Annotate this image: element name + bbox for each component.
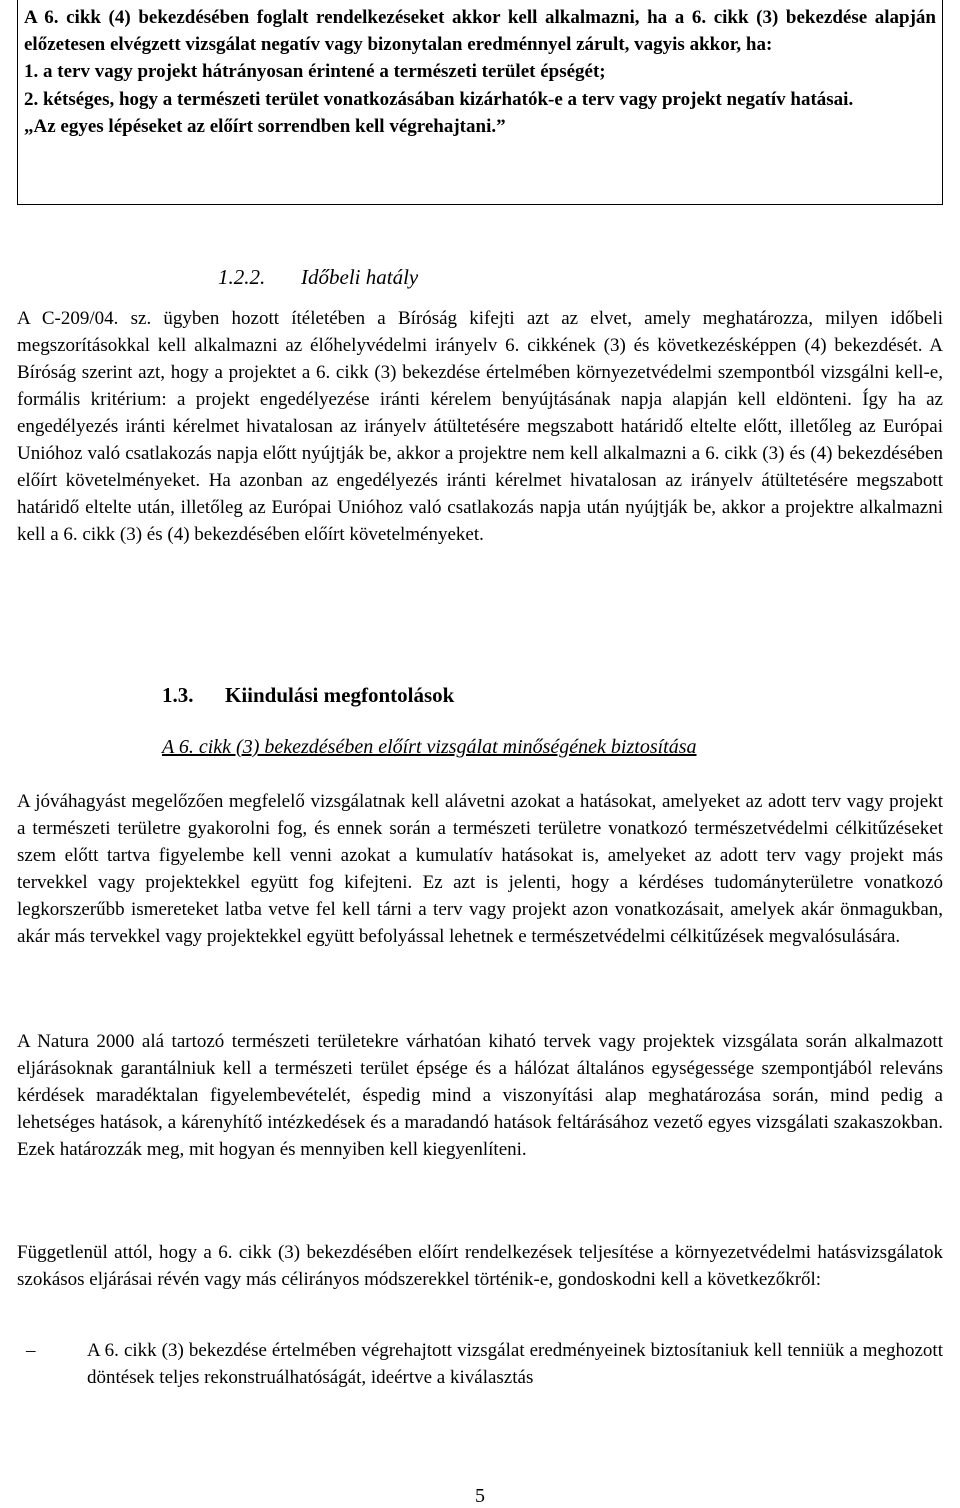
dash-icon: – (26, 1340, 36, 1361)
paragraph-assessment: A jóváhagyást megelőzően megfelelő vizsgálatnak kell alávetni azokat a hatásokat, amelyeket az adott terv vagy projekt a természeti területre gyakorolni fog, és ennek során a természeti területre vonatkozó természetvédelmi célkitűzéseket szem előtt tartva figyelembe kell venni azokat a kumulatív hatásokat is, amelyeket az adott terv vagy projekt más tervekkel vagy projektekkel együtt fog kifejteni. Ez azt is jelenti, hogy a kérdéses tudományterületre vonatkozó legkorszerűbb ismereteket latba vetve fel kell tárni a terv vagy projekt azon vonatkozásait, amelyek akár önmagukban, akár más tervekkel vagy projektekkel együtt befolyással lehetnek e természetvédelmi célkitűzések megvalósulására. (17, 791, 943, 947)
section-number-122: 1.2.2. (218, 265, 266, 289)
section-number-13: 1.3. (162, 683, 194, 707)
paragraph-temporal-scope: A C-209/04. sz. ügyben hozott ítéletében a Bíróság kifejti azt az elvet, amely meghatározza, milyen időbeli megszorításokkal kell alkalmazni az élőhelyvédelmi irányelv 6. cikkének (3) és következésképpen (4) bekezdését. A Bíróság szerint azt, hogy a projektet a 6. cikk (3) bekezdése értelmében környezetvédelmi szempontból vizsgálni kell-e, formális kritérium: a projekt engedélyezése iránti kérelem benyújtásának napja alapján kell eldönteni. Így ha az engedélyezés iránti kérelmet hivatalosan az irányelv átültetésére megszabott határidő eltelte előtt, illetőleg az Európai Unióhoz való csatlakozás napja előtt nyújtják be, akkor a projektre nem kell alkalmazni a 6. cikk (3) és (4) bekezdésében előírt követelményeket. Ha azonban az engedélyezés iránti kérelmet hivatalosan az irányelv átültetésére megszabott határidő eltelte után, illetőleg az Európai Unióhoz való csatlakozás napja után nyújtják be, akkor a projektre alkalmazni kell a 6. cikk (3) és (4) bekezdésében előírt követelményeket. (17, 308, 943, 545)
bullet-text: A 6. cikk (3) bekezdése értelmében végrehajtott vizsgálat eredményeinek biztosítaniuk kell tenniük a meghozott döntések teljes rekonstruálhatóságát, ideértve a kiválasztás (87, 1340, 943, 1388)
section-title-122: Időbeli hatály (301, 265, 419, 289)
paragraph-natura-2000: A Natura 2000 alá tartozó természeti területekre várhatóan kiható tervek vagy projektek vizsgálata során alkalmazott eljárásoknak garantálniuk kell a természeti terület épsége és a hálózat általános egységessége szempontjából releváns kérdések maradéktalan figyelembevételét, éspedig mind a viszonyítási alap meghatározása során, mind pedig a lehetséges hatások, a kárenyhítő intézkedések és a maradandó hatások feltárásához vezető egyes vizsgálati szakaszokban. Ezek határozzák meg, mit hogyan és mennyiben kell kiegyenlíteni. (17, 1031, 943, 1160)
box-intro: A 6. cikk (4) bekezdésében foglalt rendelkezéseket akkor kell alkalmazni, ha a 6. cikk (3) bekezdése alapján előzetesen elvégzett vizsgálat negatív vagy bizonytalan eredménnyel zárult, vagyis akkor, ha: (24, 7, 936, 56)
section-title-13: Kiindulási megfontolások (225, 683, 455, 707)
box-item-1: 1. a terv vagy projekt hátrányosan érintené a természeti terület épségét; (24, 61, 606, 83)
quoted-box (17, 0, 943, 205)
page-number: 5 (475, 1485, 485, 1507)
bullet-item (17, 1337, 943, 1391)
box-quote: „Az egyes lépéseket az előírt sorrendben kell végrehajtani.” (24, 115, 506, 137)
paragraph-independent: Függetlenül attól, hogy a 6. cikk (3) bekezdésében előírt rendelkezések teljesítése a környezetvédelmi hatásvizsgálatok szokásos eljárásai révén vagy más célirányos módszerekkel történik-e, gondoskodni kell a következőkről: (17, 1242, 943, 1290)
box-item-2: 2. kétséges, hogy a természeti terület vonatkozásában kizárhatók-e a terv vagy projekt negatív hatásai. (24, 88, 854, 110)
subsection-title: A 6. cikk (3) bekezdésében előírt vizsgálat minőségének biztosítása (162, 736, 697, 758)
